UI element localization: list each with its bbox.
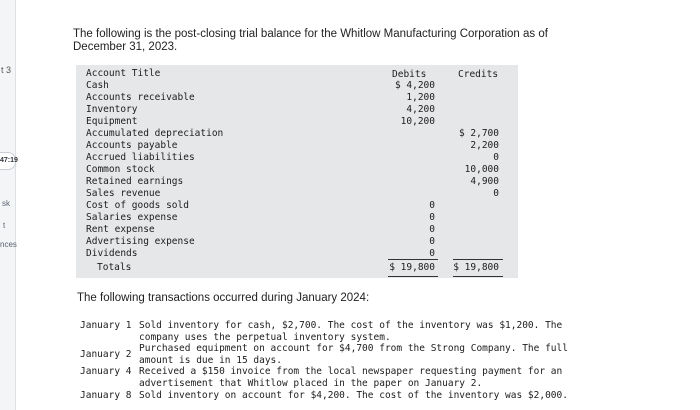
debit-salaries-expense: 0 [429, 212, 435, 223]
debit-total: $ 19,800 [389, 262, 435, 273]
debit-cost-of-goods-sold: 0 [429, 200, 435, 211]
debit-advertising-expense: 0 [429, 236, 435, 247]
account-salaries-expense: Salaries expense [86, 212, 178, 223]
debit-cash: $ 4,200 [394, 80, 435, 91]
transactions-intro: The following transactions occurred during January 2024: [77, 292, 370, 304]
account-equipment: Equipment [86, 116, 138, 127]
account-cost-of-goods-sold: Cost of goods sold [86, 200, 189, 211]
debit-dividends: 0 [429, 248, 435, 259]
account-cash: Cash [86, 80, 109, 91]
debit-total-rule [388, 259, 438, 260]
account-common-stock: Common stock [86, 164, 155, 175]
account-sales-revenue: Sales revenue [86, 188, 161, 199]
transaction-description: Received a $150 invoice from the local newspaper requesting payment for an advertisement that Whitlow placed in the paper on January 2. [139, 366, 563, 389]
transaction-date: January 8 [80, 390, 132, 401]
debit-equipment: 10,200 [400, 116, 435, 127]
left-rail [0, 0, 16, 410]
timer-badge: 47:19 [0, 152, 16, 170]
transaction-date: January 2 [80, 349, 132, 360]
credit-sales-revenue: 0 [493, 188, 499, 199]
account-accumulated-depreciation: Accumulated depreciation [86, 128, 224, 139]
credit-total-rule [453, 259, 503, 260]
account-retained-earnings: Retained earnings [86, 176, 184, 187]
credit-total-double-rule [453, 276, 503, 277]
account-dividends: Dividends [86, 248, 138, 259]
credit-common-stock: 10,000 [464, 164, 499, 175]
credit-accumulated-depreciation: $ 2,700 [458, 128, 499, 139]
transaction-date: January 1 [80, 320, 132, 331]
header-debits: Debits [392, 69, 427, 80]
debit-accounts-receivable: 1,200 [406, 92, 435, 103]
account-accounts-receivable: Accounts receivable [86, 92, 195, 103]
debit-total-double-rule [388, 276, 438, 277]
credit-accounts-payable: 2,200 [470, 140, 499, 151]
transaction-description: Sold inventory for cash, $2,700. The cost of the inventory was $1,200. The company uses the perpetual inventory system. [139, 320, 563, 343]
rail-references-link[interactable]: nces [0, 240, 17, 249]
account-accounts-payable: Accounts payable [86, 140, 178, 151]
transaction-description: Purchased equipment on account for $4,700 from the Strong Company. The full amount is due in 15 days. [139, 343, 568, 366]
totals-label: Totals [97, 262, 132, 273]
credit-total: $ 19,800 [453, 262, 499, 273]
transaction-description: Sold inventory on account for $4,200. The cost of the inventory was $2,000. [139, 390, 568, 401]
credit-accrued-liabilities: 0 [493, 152, 499, 163]
account-accrued-liabilities: Accrued liabilities [86, 152, 195, 163]
account-rent-expense: Rent expense [86, 224, 155, 235]
transaction-date: January 4 [80, 366, 132, 377]
account-inventory: Inventory [86, 104, 138, 115]
rail-ask-link[interactable]: sk [2, 199, 10, 208]
header-credits: Credits [458, 69, 499, 80]
debit-rent-expense: 0 [429, 224, 435, 235]
header-account-title: Account Title [86, 68, 161, 79]
debit-inventory: 4,200 [406, 104, 435, 115]
intro-text: The following is the post-closing trial balance for the Whitlow Manufacturing Corporation as of December 31, 2023. [73, 28, 548, 53]
credit-retained-earnings: 4,900 [470, 176, 499, 187]
rail-print-link[interactable]: t [3, 221, 6, 230]
account-advertising-expense: Advertising expense [86, 236, 195, 247]
rail-page-label[interactable]: t 3 [1, 65, 12, 75]
